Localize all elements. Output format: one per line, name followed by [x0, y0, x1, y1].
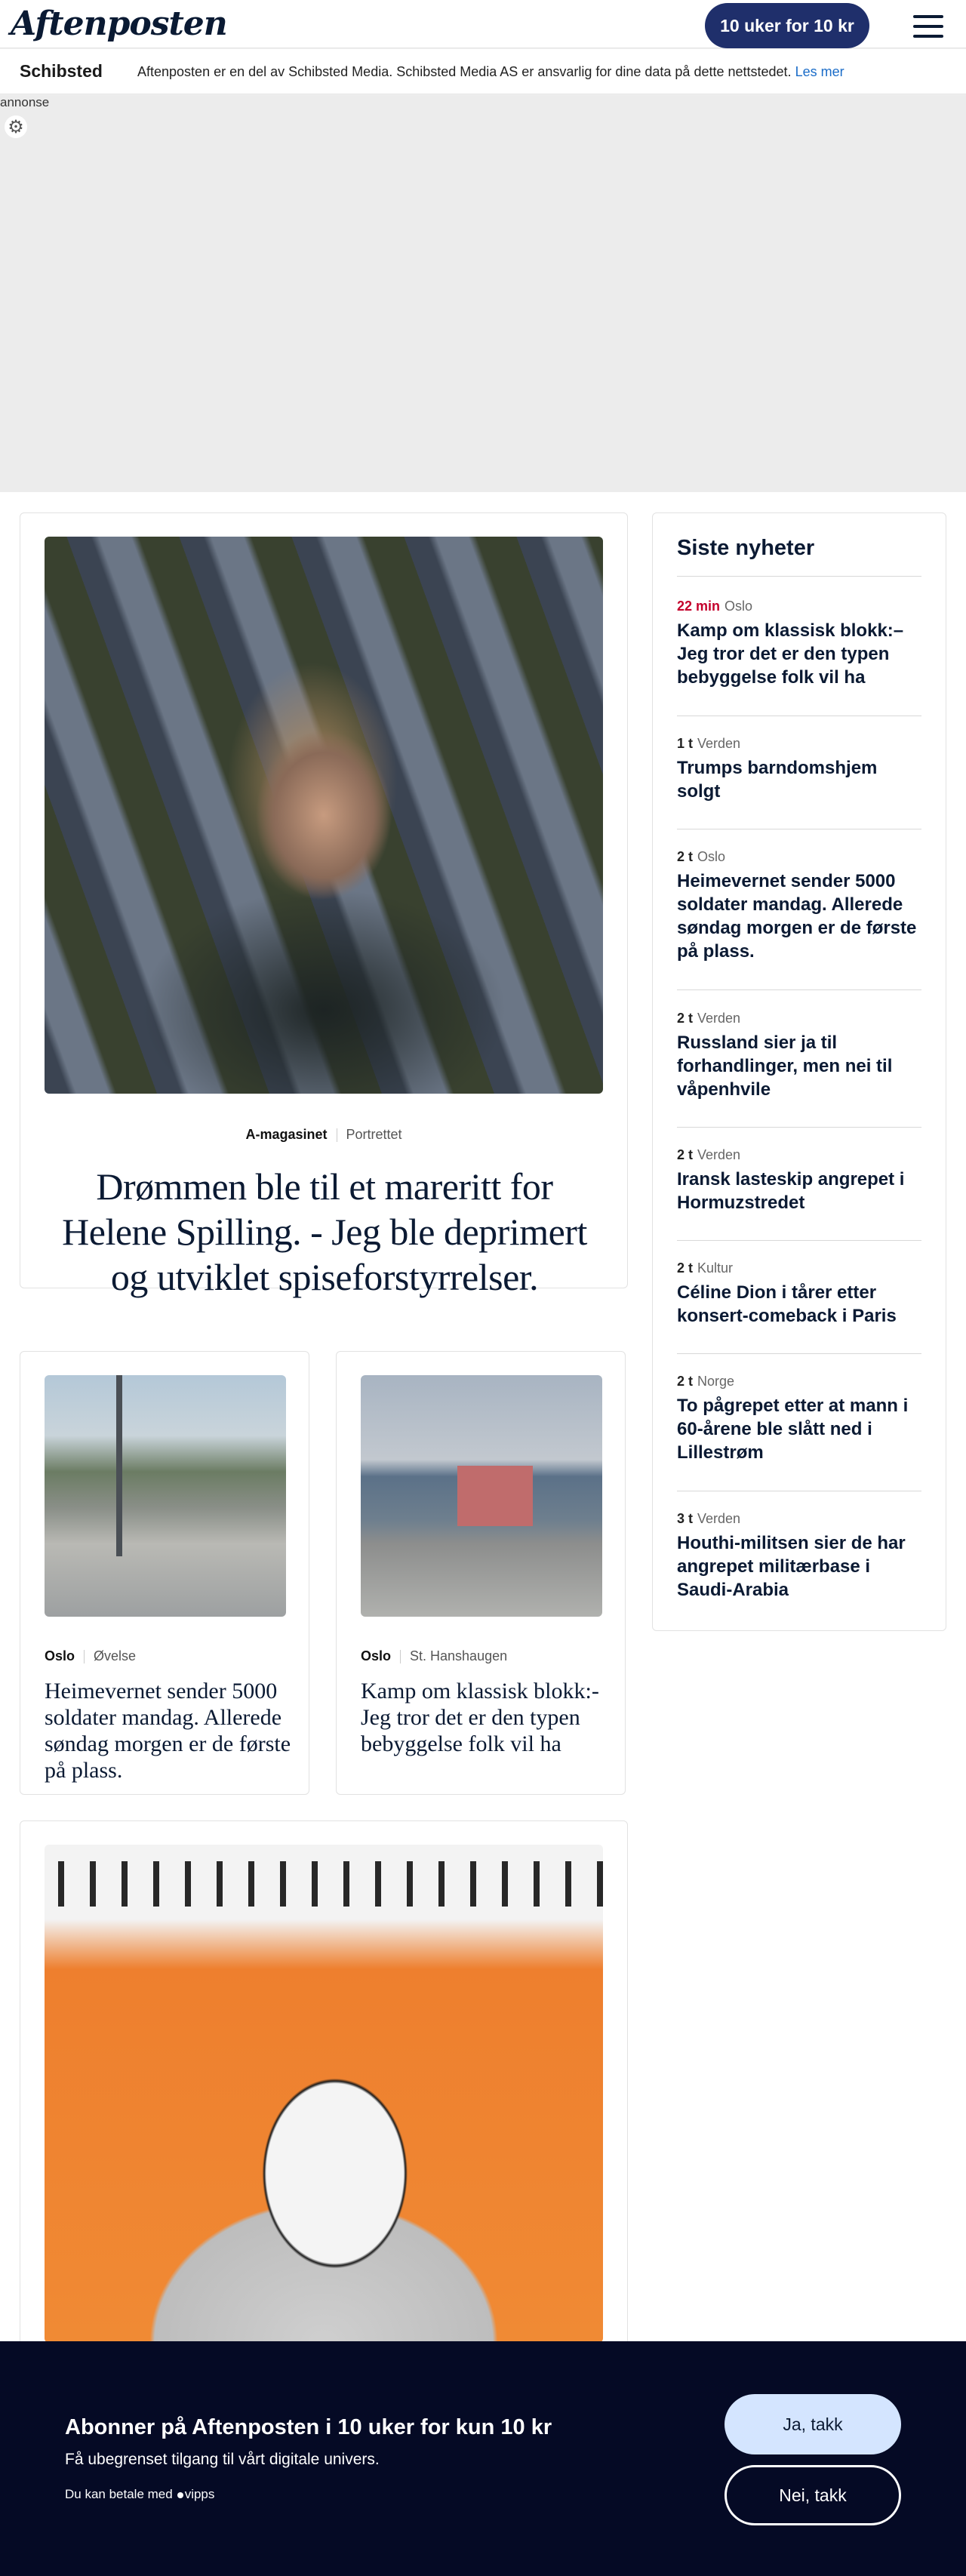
news-section: Verden [697, 1511, 741, 1526]
news-title[interactable]: Céline Dion i tårer etter konsert-comeback i Paris [677, 1282, 897, 1326]
gear-icon[interactable]: ⚙ [5, 115, 27, 138]
site-header [0, 0, 966, 48]
schibsted-logo: Schibsted [20, 61, 103, 81]
banner-subtitle: Få ubegrenset tilgang til vårt digitale univers. [65, 2451, 380, 2468]
news-title[interactable]: Trumps barndomshjem solgt [677, 758, 878, 802]
latest-news-item[interactable] [677, 1260, 923, 1328]
news-section: Oslo [724, 599, 753, 614]
article-title[interactable]: Kamp om klassisk blokk:- Jeg tror det er den typen bebyggelse folk vil ha [361, 1679, 599, 1756]
hero-article-card[interactable] [20, 512, 628, 1298]
illustration-article-image [45, 1845, 603, 2343]
subscribe-banner [0, 2341, 966, 2576]
latest-news-item[interactable] [677, 599, 923, 689]
hero-article-subsection: Portrettet [346, 1127, 402, 1142]
read-more-link[interactable]: Les mer [795, 64, 844, 79]
article-card[interactable] [20, 1351, 309, 1795]
news-title[interactable]: Kamp om klassisk blokk:– Jeg tror det er den typen bebyggelse folk vil ha [677, 620, 904, 688]
vipps-icon [177, 2492, 183, 2498]
article-section: Oslo [361, 1648, 392, 1663]
news-section: Kultur [697, 1260, 734, 1276]
ad-label: annonse [0, 95, 50, 109]
article-section: Oslo [45, 1648, 75, 1663]
schibsted-notice-text: Aftenposten er en del av Schibsted Media. Schibsted Media AS er ansvarlig for dine data på dette nettstedet. [137, 64, 792, 79]
news-time: 2 t [677, 1374, 694, 1389]
article-title[interactable]: Heimevernet sender 5000 soldater mandag. Allerede søndag morgen er de første på plass. [45, 1679, 291, 1783]
article-subsection: Øvelse [94, 1648, 137, 1663]
banner-pay-text: Du kan betale med [65, 2487, 173, 2501]
latest-news-title: Siste nyheter [677, 536, 815, 560]
decline-subscribe-button[interactable]: Nei, takk [724, 2465, 901, 2525]
news-section: Verden [697, 1147, 741, 1162]
news-time: 2 t [677, 849, 694, 864]
latest-news-sidebar [652, 512, 946, 1631]
latest-news-item[interactable] [677, 1147, 923, 1214]
news-section: Verden [697, 736, 741, 751]
news-time: 3 t [677, 1511, 694, 1526]
hero-article-meta [20, 1127, 627, 1143]
schibsted-notice [137, 64, 844, 80]
latest-news-item[interactable] [677, 1011, 923, 1101]
news-time: 1 t [677, 736, 694, 751]
hero-article-image [45, 537, 603, 1094]
latest-news-item[interactable] [677, 849, 923, 963]
article-card[interactable] [336, 1351, 626, 1795]
latest-news-item[interactable] [677, 736, 923, 803]
vipps-logo: vipps [184, 2487, 215, 2501]
news-title[interactable]: Heimevernet sender 5000 soldater mandag. Allerede søndag morgen er de første på plass. [677, 871, 917, 962]
news-title[interactable]: To pågrepet etter at mann i 60-årene ble slått ned i Lillestrøm [677, 1396, 909, 1463]
news-time: 2 t [677, 1011, 694, 1026]
notebook-spiral [45, 1861, 603, 1907]
news-title[interactable]: Iransk lasteskip angrepet i Hormuzstredet [677, 1169, 905, 1213]
latest-news-item[interactable] [677, 1511, 923, 1602]
article-subsection: St. Hanshaugen [410, 1648, 508, 1663]
accept-subscribe-button[interactable]: Ja, takk [724, 2394, 901, 2454]
hero-article-section: A-magasinet [245, 1127, 328, 1142]
article-image [45, 1375, 286, 1617]
latest-news-item[interactable] [677, 1374, 923, 1464]
subscribe-button[interactable]: 10 uker for 10 kr [705, 3, 869, 48]
article-image [361, 1375, 602, 1617]
news-time: 22 min [677, 599, 721, 614]
banner-payment-info [65, 2487, 214, 2502]
news-title[interactable]: Houthi-militsen sier de har angrepet militærbase i Saudi-Arabia [677, 1533, 906, 1600]
news-title[interactable]: Russland sier ja til forhandlinger, men nei til våpenhvile [677, 1033, 893, 1100]
main-content [0, 492, 966, 2576]
article-meta [361, 1648, 507, 1664]
ad-slot [0, 95, 966, 492]
hamburger-menu-icon[interactable] [913, 15, 943, 38]
banner-title: Abonner på Aftenposten i 10 uker for kun 10 kr [65, 2415, 552, 2439]
schibsted-info-bar [0, 49, 966, 94]
news-time: 2 t [677, 1147, 694, 1162]
hero-article-title[interactable]: Drømmen ble til et mareritt for Helene Spilling. - Jeg ble deprimert og utviklet spiseforstyrrelser. [62, 1165, 587, 1298]
news-section: Verden [697, 1011, 741, 1026]
aftenposten-logo[interactable]: Aftenposten [11, 5, 227, 43]
article-meta [45, 1648, 136, 1664]
news-section: Oslo [697, 849, 726, 864]
news-time: 2 t [677, 1260, 694, 1276]
news-section: Norge [697, 1374, 735, 1389]
